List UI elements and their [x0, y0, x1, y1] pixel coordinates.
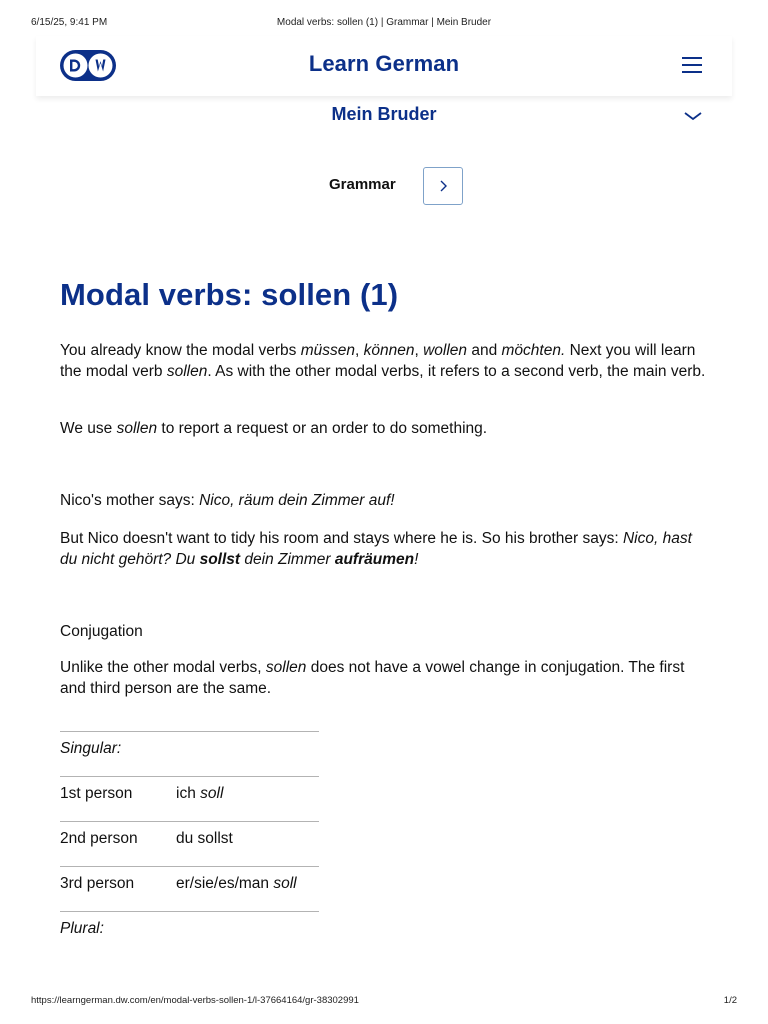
highlight: sollst [199, 551, 241, 568]
conjugation-paragraph [60, 657, 708, 699]
chevron-right-icon [437, 179, 449, 193]
example-word: wollen [423, 342, 468, 359]
table-row [60, 866, 319, 911]
table-row [60, 731, 319, 776]
top-navbar [36, 36, 732, 96]
intro-paragraph [60, 340, 708, 382]
text: Unlike the other modal verbs, [60, 659, 266, 676]
usage-paragraph [60, 418, 708, 439]
text: to report a request or an order to do something. [157, 420, 488, 437]
pronoun: er/sie/es/man [176, 875, 274, 892]
text: ! [414, 551, 419, 568]
table-row [60, 821, 319, 866]
text: , [414, 342, 424, 359]
plural-label: Plural: [60, 920, 104, 937]
conjugation-table [60, 731, 319, 956]
example-word: sollen [116, 420, 158, 437]
next-section-button[interactable] [423, 167, 463, 205]
form-cell [176, 875, 297, 893]
text: and [467, 342, 502, 359]
example-word: müssen [300, 342, 355, 359]
page-number: 1/2 [723, 995, 737, 1006]
table-row [60, 911, 319, 956]
text: But Nico doesn't want to tidy his room and stays where he is. So his brother says: [60, 530, 623, 547]
hamburger-menu-icon[interactable] [680, 55, 704, 75]
site-title[interactable]: Learn German [308, 51, 460, 76]
person-cell: 2nd person [60, 830, 138, 847]
chevron-down-icon[interactable] [684, 109, 702, 123]
text: Nico, hast du nicht gehört? Du [60, 530, 692, 568]
example-word: möchten. [501, 342, 566, 359]
text: does not have a vowel change in conjugation. The first and third person are the same. [60, 659, 685, 697]
singular-label: Singular: [60, 740, 122, 757]
page-title: Modal verbs: sollen (1) [60, 277, 399, 312]
print-date: 6/15/25, 9:41 PM [31, 17, 108, 28]
highlight: aufräumen [334, 551, 415, 568]
text: You already know the modal verbs [60, 342, 301, 359]
verb-form: soll [273, 875, 297, 892]
example-quote: Nico, räum dein Zimmer auf! [199, 492, 395, 509]
text: . As with the other modal verbs, it refers to a second verb, the main verb. [207, 363, 706, 380]
print-header [31, 17, 737, 31]
person-cell: 3rd person [60, 875, 135, 892]
person-cell: 1st person [60, 785, 133, 802]
print-footer [31, 995, 737, 1007]
example-paragraph-brother [60, 528, 708, 570]
lesson-selector[interactable] [60, 100, 708, 132]
text: dein Zimmer [240, 551, 335, 568]
pronoun: du sollst [176, 830, 233, 847]
text: Next you will learn the modal verb [60, 342, 696, 380]
pronoun: ich [176, 785, 201, 802]
example-word: sollen [166, 363, 208, 380]
form-cell [176, 830, 233, 848]
text: Nico's mother says: [60, 492, 200, 509]
print-title: Modal verbs: sollen (1) | Grammar | Mein Bruder [276, 17, 492, 28]
lesson-title[interactable]: Mein Bruder [331, 104, 437, 124]
text: We use [60, 420, 117, 437]
example-word: können [363, 342, 415, 359]
example-word: sollen [265, 659, 307, 676]
page-url: https://learngerman.dw.com/en/modal-verbs-sollen-1/l-37664164/gr-38302991 [31, 995, 359, 1006]
table-row [60, 776, 319, 821]
section-label: Grammar [329, 176, 396, 193]
conjugation-heading: Conjugation [60, 623, 143, 640]
verb-form: soll [200, 785, 224, 802]
form-cell [176, 785, 223, 803]
example-paragraph-mother [60, 490, 708, 511]
text: , [354, 342, 364, 359]
